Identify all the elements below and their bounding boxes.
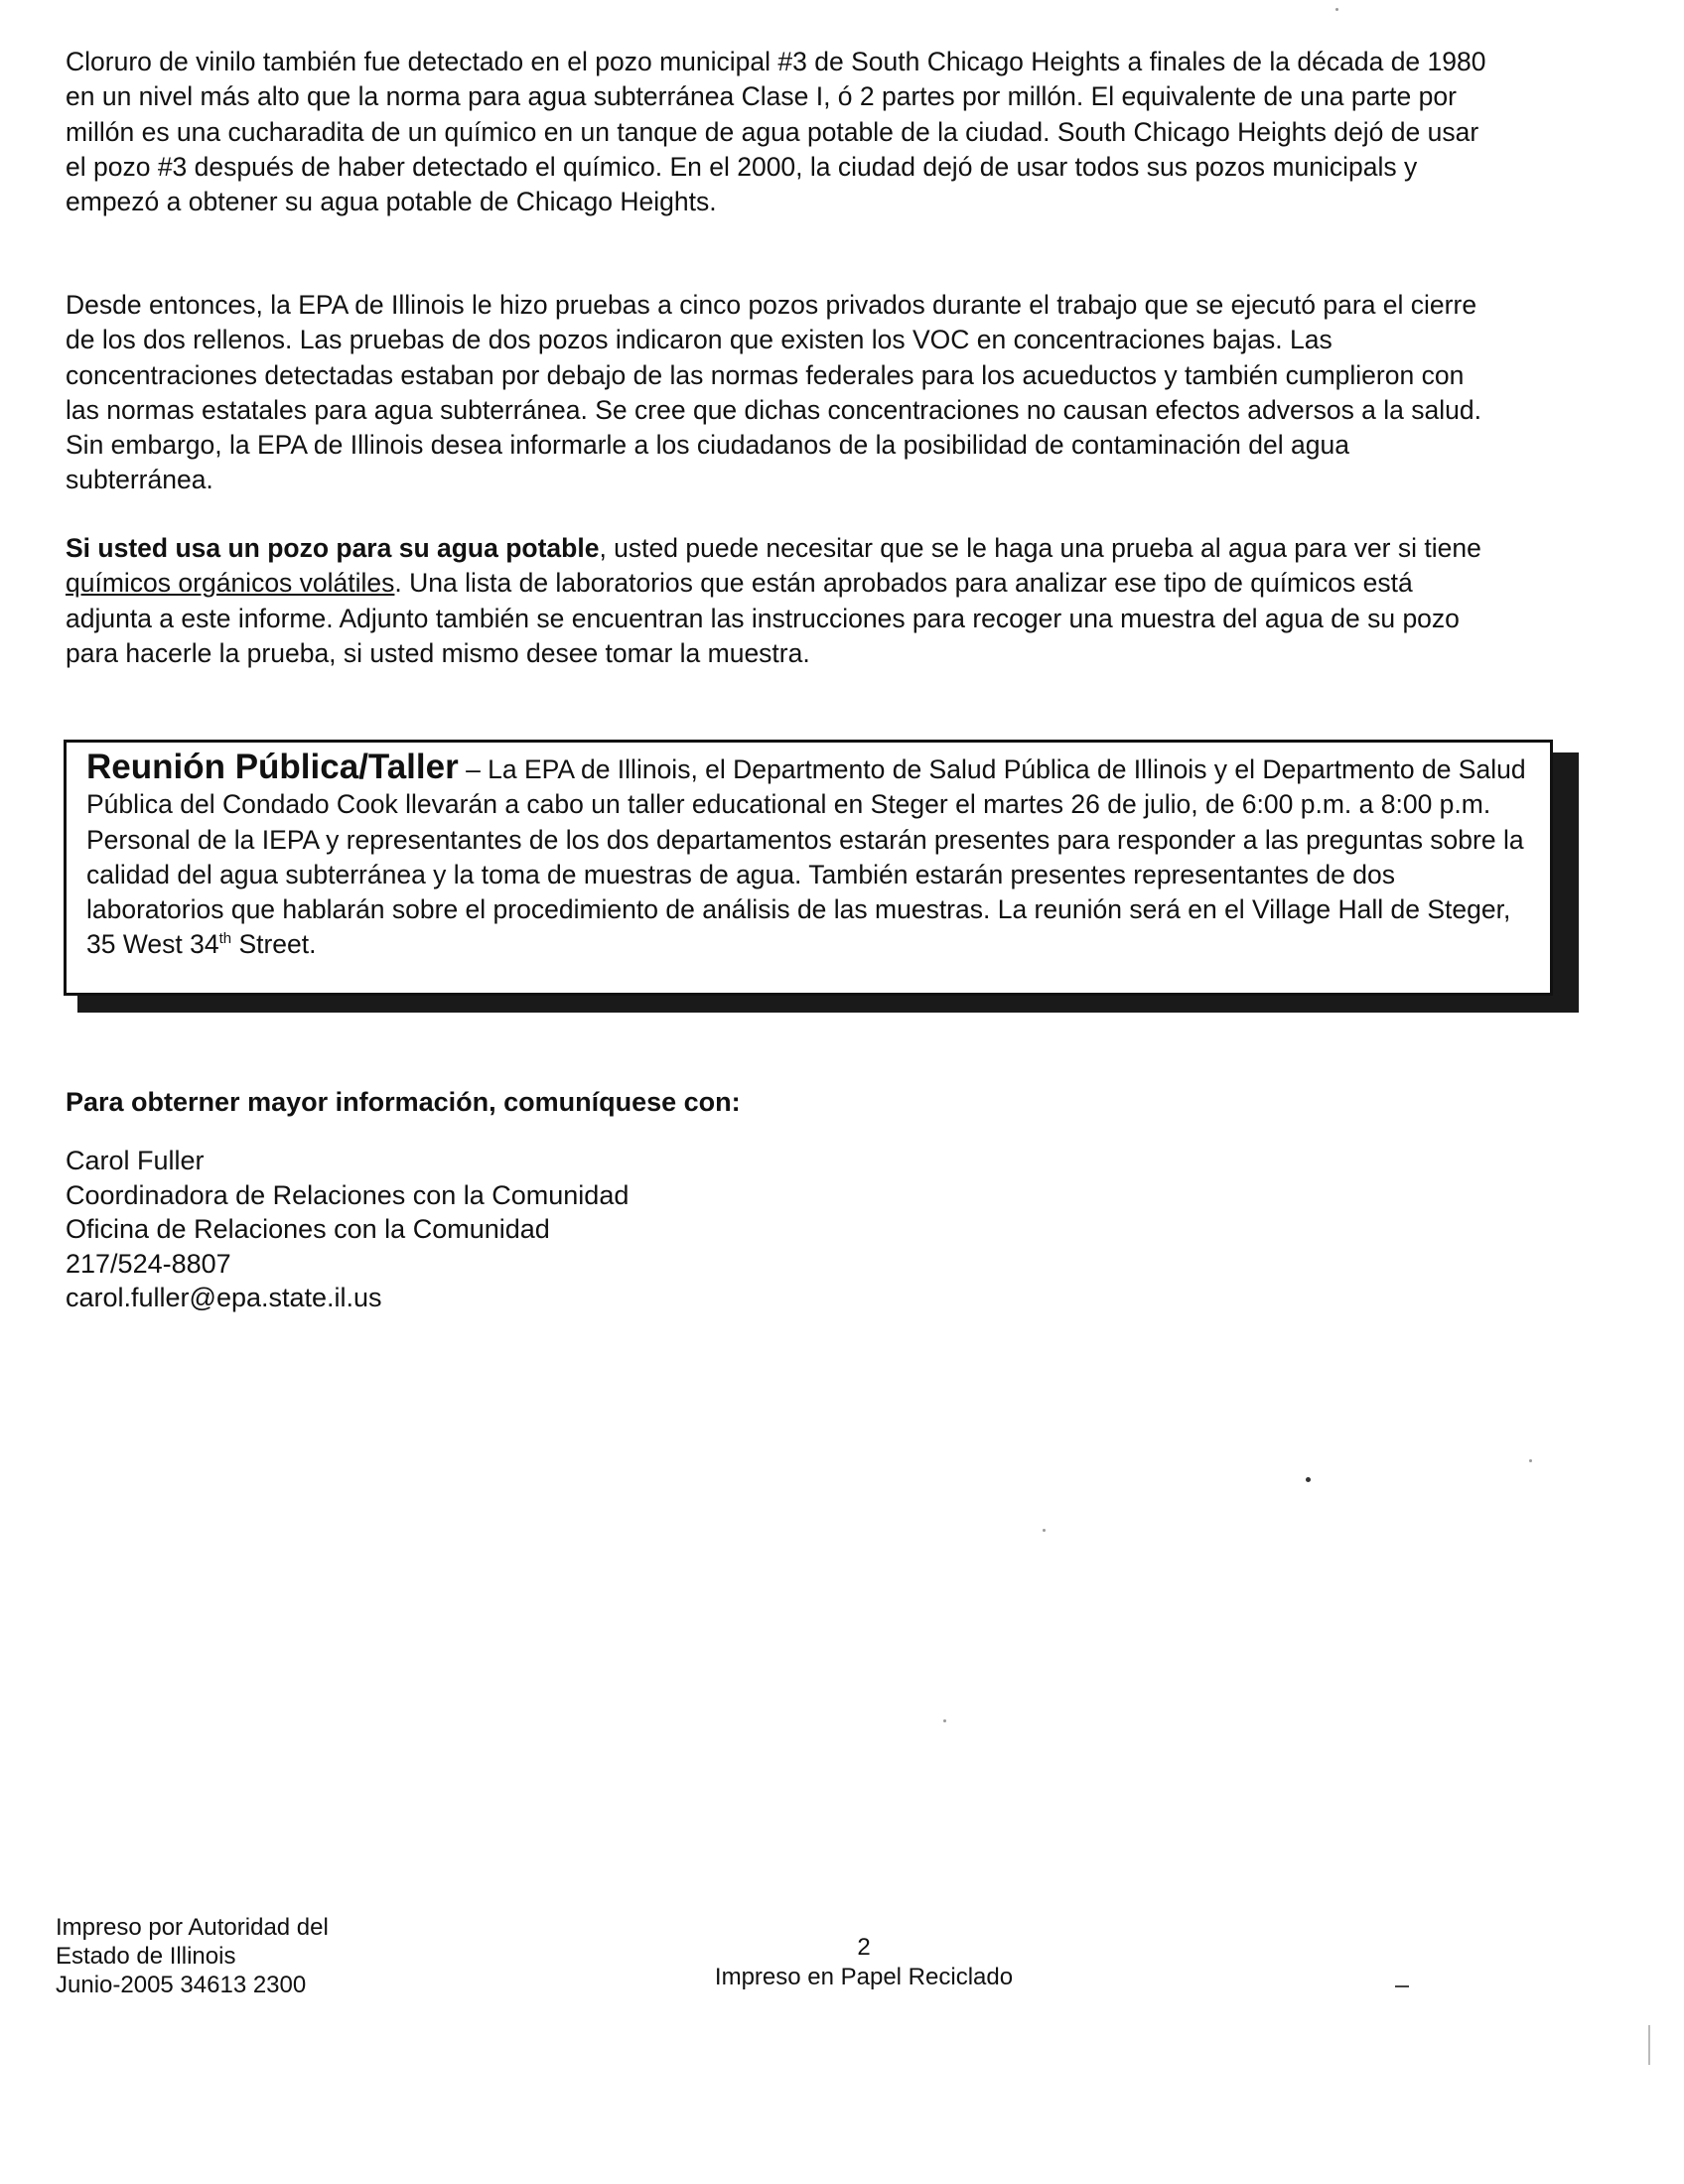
scan-speck (1529, 1459, 1532, 1462)
contact-name: Carol Fuller (66, 1146, 205, 1175)
footer-printing-authority (56, 1913, 329, 1999)
contact-office: Oficina de Relaciones con la Comunidad (66, 1214, 550, 1244)
meeting-title: Reunión Pública/Taller (86, 748, 459, 786)
scan-speck (1335, 8, 1338, 11)
meeting-box (64, 740, 1553, 996)
footer-center (596, 1933, 1132, 1992)
contact-heading: Para obterner mayor información, comuníquese con: (66, 1087, 741, 1117)
meeting-superscript: th (218, 930, 232, 948)
meeting-text (86, 750, 1530, 963)
footer-left-line3: Junio-2005 34613 2300 (56, 1972, 307, 1998)
well-notice-bold: Si usted usa un pozo para su agua potable (66, 533, 600, 563)
paragraph-private-wells: Desde entonces, la EPA de Illinois le hizo pruebas a cinco pozos privados durante el trabajo que se ejecutó para el cierre de los dos rellenos. Las pruebas de dos pozos indicaron que existen los VOC en concentraciones bajas. Las concentraciones detectadas estaban por debajo de las normas federales para los acueductos y también cumplieron con las normas estatales para agua subterránea. Se cree que dichas concentraciones no causan efectos adversos a la salud. Sin embargo, la EPA de Illinois desea informarle a los ciudadanos de la posibilidad de contaminación del agua subterránea. (66, 290, 1481, 495)
meeting-body-b: Street. (231, 929, 317, 960)
page-number: 2 (857, 1934, 871, 1961)
voc-underlined-term: químicos orgánicos volátiles (66, 568, 395, 599)
scan-speck (1395, 1985, 1409, 1987)
contact-phone: 217/524-8807 (66, 1248, 231, 1279)
scan-speck (1648, 2025, 1650, 2065)
footer-left-line2: Estado de Illinois (56, 1943, 236, 1970)
scan-speck (1043, 1529, 1046, 1532)
well-notice-text-a: , usted puede necesitar que se le haga una prueba al agua para ver si tiene (599, 533, 1481, 563)
paragraph-vinyl-chloride: Cloruro de vinilo también fue detectado en el pozo municipal #3 de South Chicago Heights a finales de la década de 1980 en un nivel más alto que la norma para agua subterránea Clase I, ó 2 partes por millón. El equivalente de una parte por millón es una cucharadita de un químico en un tanque de agua potable de la ciudad. South Chicago Heights dejó de usar el pozo #3 después de haber detectado el químico. En el 2000, la ciudad dejó de usar todos sus pozos municipals y empezó a obtener su agua potable de Chicago Heights. (66, 47, 1486, 217)
paragraph-well-testing (66, 531, 1495, 671)
meeting-body-a: La EPA de Illinois, el Departmento de Salud Pública de Illinois y el Departmento de Salud Pública del Condado Cook llevarán a cabo un taller educational en Steger el martes 26 de julio, de 6:00 p.m. a 8:00 p.m. Personal de la IEPA y representantes de los dos departamentos estarán presentes para responder a las preguntas sobre la calidad del agua subterránea y la toma de muestras de agua. También estarán presentes representantes de dos laboratorios que hablarán sobre el procedimiento de análisis de las muestras. La reunión será en el Village Hall de Steger, 35 West 34 (86, 754, 1526, 960)
scan-speck (943, 1719, 946, 1722)
contact-email: carol.fuller@epa.state.il.us (66, 1283, 382, 1312)
footer-left-line1: Impreso por Autoridad del (56, 1914, 329, 1941)
scan-speck (1306, 1477, 1311, 1482)
contact-block (66, 1144, 629, 1315)
well-notice-text-b: . Una lista de laboratorios que están aprobados para analizar ese tipo de químicos está adjunta a este informe. Adjunto también se encuentran las instrucciones para recoger una muestra del agua de su pozo para hacerle la prueba, si usted mismo desee tomar la muestra. (66, 568, 1460, 668)
contact-role: Coordinadora de Relaciones con la Comunidad (66, 1179, 630, 1210)
recycled-paper-note: Impreso en Papel Reciclado (714, 1964, 1014, 1990)
meeting-dash: – (458, 754, 489, 784)
